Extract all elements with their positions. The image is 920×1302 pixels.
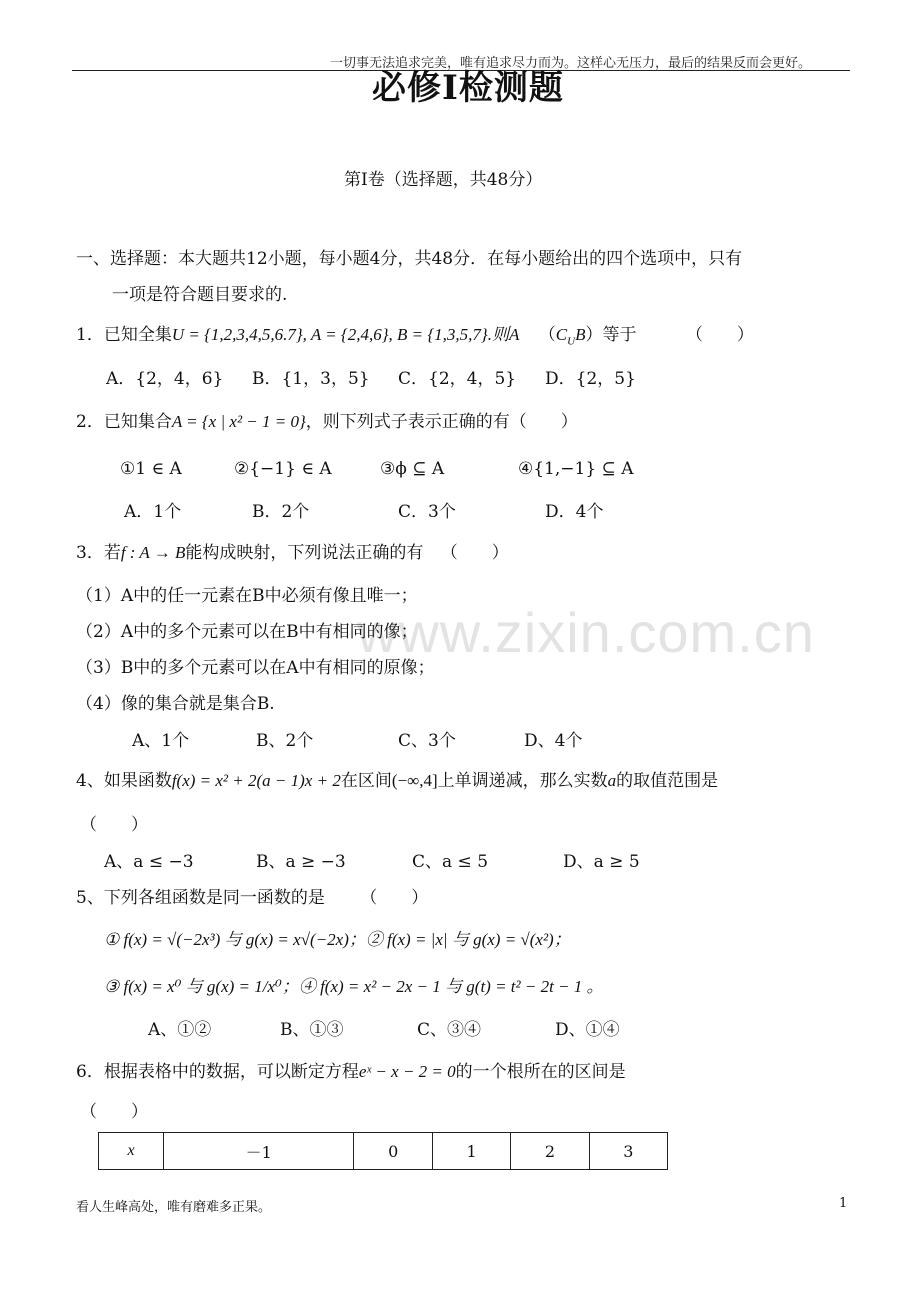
question-3 [76,541,509,565]
q2-option-b: B．2个 [252,502,310,522]
q5-number: 5、下列各组函数是同一函数的是 [76,888,325,908]
q3-math: f : A → B [120,543,186,562]
q3-option-d: D、4个 [524,731,583,751]
q6-math: eˣ − x − 2 = 0 [358,1062,456,1081]
q4-option-c: C、a ≤ 5 [412,852,489,872]
table-cell: 0 [354,1133,432,1170]
q5-line-1: ① f(x) = √(−2x³) 与 g(x) = x√(−2x)；② f(x) = |x| 与 g(x) = √(x²)； [104,930,571,949]
q2-item-4: ④{1,−1} ⊆ A [518,459,634,479]
q3-statement-1: （1）A中的任一元素在B中必须有像且唯一； [76,586,418,606]
q4-answer-paren: （ ） [80,815,148,835]
instructions-line2: 一项是符合题目要求的. [112,285,288,305]
table-header-cell: x [99,1133,164,1170]
q1-option-a: A．{2，4，6} [106,369,224,389]
q2-item-2: ②{−1} ∈ A [234,459,332,479]
q4-text-b: 上单调递减，那么实数 [437,771,608,791]
q6-text: 的一个根所在的区间是 [455,1062,626,1082]
q1-number: 1． [76,325,104,345]
q2-item-3: ③ϕ ⊆ A [380,459,445,479]
q3-option-c: C、3个 [398,731,456,751]
q5-line-2: ③ f(x) = x⁰ 与 g(x) = 1/x⁰；④ f(x) = x² − 2x − 1 与 g(t) = t² − 2t − 1 。 [104,977,604,996]
instructions-line1: 一、选择题：本大题共12小题，每小题4分，共48分．在每小题给出的四个选项中，只有 [76,249,743,269]
q4-interval: (−∞,4] [391,771,438,790]
table-cell: 1 [432,1133,510,1170]
q3-text: 能构成映射，下列说法正确的有 [185,543,424,563]
q4-text-a: 在区间 [340,771,392,791]
q5-option-a: A、①② [148,1020,212,1040]
q3-statement-2: （2）A中的多个元素可以在B中有相同的像； [76,622,418,642]
q4-var: a [607,771,617,790]
q4-text-c: 的取值范围是 [616,771,719,791]
page-title: 必修Ⅰ检测题 [372,68,564,108]
q2-math: A = {x | x² − 1 = 0} [171,412,306,431]
section-title: 第Ⅰ卷（选择题，共48分） [344,170,543,190]
q1-text-a: 已知全集 [103,325,172,345]
q3-option-b: B、2个 [256,731,314,751]
q5-answer-paren: （ ） [360,888,429,908]
q3-statement-4: （4）像的集合就是集合B. [76,694,275,714]
q1-complement: C [555,325,568,344]
q6-number: 6．根据表格中的数据，可以断定方程 [76,1062,359,1082]
q2-option-a: A．1个 [124,502,182,522]
table-cell: 3 [589,1133,667,1170]
q1-option-b: B．{1，3，5} [252,369,370,389]
q5-option-c: C、③④ [417,1020,482,1040]
q5-option-d: D、①④ [555,1020,620,1040]
table-cell: －1 [164,1133,354,1170]
q1-complement-b: B [575,325,586,344]
q3-answer-paren: （ ） [440,543,509,563]
q1-math: U = {1,2,3,4,5,6.7}, A = {2,4,6}, B = {1,3,5,7}.则A [171,325,520,344]
q3-statement-3: （3）B中的多个元素可以在A中有相同的原像； [76,658,435,678]
watermark: www.zixin.com.cn [357,601,815,664]
q3-number: 3．若 [76,543,121,563]
q2-option-d: D．4个 [545,502,604,522]
q1-complement-sub: U [567,335,576,348]
question-2 [76,410,578,434]
q1-option-c: C．{2，4，5} [398,369,517,389]
question-6 [76,1060,626,1084]
q1-answer-paren: （ ） [685,325,754,345]
footer-motto: 看人生峰高处，唯有磨难多正果。 [76,1200,272,1215]
q3-option-a: A、1个 [132,731,190,751]
q2-number: 2． [76,412,104,432]
question-4 [76,769,718,793]
q4-math: f(x) = x² + 2(a − 1)x + 2 [171,771,341,790]
q5-option-b: B、①③ [280,1020,344,1040]
q2-text-b: ，则下列式子表示正确的有（ ） [305,412,578,432]
question-5 [76,886,428,910]
q6-answer-paren: （ ） [80,1102,148,1122]
page-number: 1 [839,1196,848,1211]
header-motto: 一切事无法追求完美，唯有追求尽力而为。这样心无压力，最后的结果反而会更好。 [330,56,812,71]
q4-option-b: B、a ≥ −3 [256,852,346,872]
q4-number: 4、如果函数 [76,771,172,791]
q4-option-a: A、a ≤ −3 [104,852,194,872]
q4-option-d: D、a ≥ 5 [563,852,640,872]
table-row [99,1133,668,1170]
q2-text-a: 已知集合 [103,412,172,432]
q1-option-d: D．{2，5} [545,369,636,389]
q6-data-table [98,1132,668,1170]
question-1 [76,323,754,353]
q1-text-b: ）等于 [585,325,637,345]
q1-complement-open: （ [538,325,556,345]
q2-option-c: C．3个 [398,502,456,522]
q2-item-1: ①1 ∈ A [120,459,182,479]
table-cell: 2 [511,1133,589,1170]
